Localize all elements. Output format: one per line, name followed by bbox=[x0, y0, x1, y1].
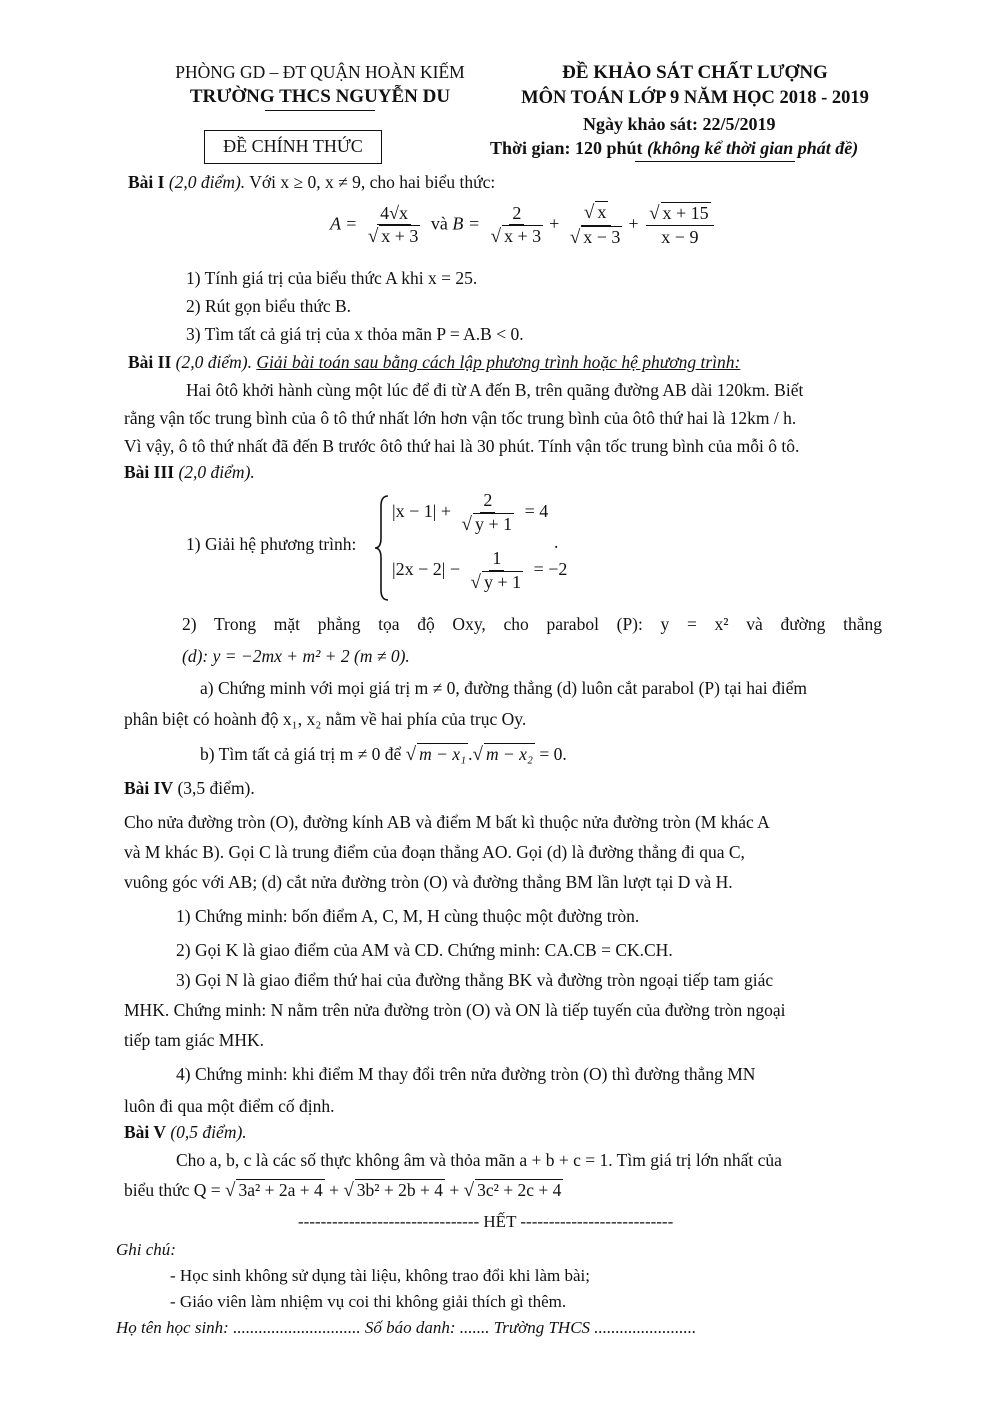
bai4-q3-line1: 3) Gọi N là giao điểm thứ hai của đường thẳng BK và đường tròn ngoại tiếp tam giác bbox=[176, 970, 774, 990]
bai2-line1: Hai ôtô khởi hành cùng một lúc để đi từ A đến B, trên quãng đường AB dài 120km. Biết bbox=[186, 380, 804, 400]
bai4-intro2: và M khác B). Gọi C là trung điểm của đoạn thẳng AO. Gọi (d) là đường thẳng đi qua C, bbox=[124, 842, 745, 862]
bai4-intro3: vuông góc với AB; (d) cắt nửa đường tròn (O) và đường thẳng BM lần lượt tại D và H. bbox=[124, 872, 733, 892]
exam-date: Ngày khảo sát: 22/5/2019 bbox=[583, 114, 776, 134]
department-name: PHÒNG GD – ĐT QUẬN HOÀN KIẾM bbox=[175, 62, 465, 82]
bai4-heading: Bài IV (3,5 điểm). bbox=[124, 778, 255, 798]
bai3-qa-line1: a) Chứng minh với mọi giá trị m ≠ 0, đường thẳng (d) luôn cắt parabol (P) tại hai điểm bbox=[200, 678, 807, 698]
note-1: - Học sinh không sử dụng tài liệu, không trao đổi khi làm bài; bbox=[170, 1266, 590, 1285]
bai5-heading: Bài V (0,5 điểm). bbox=[124, 1122, 247, 1142]
bai4-q3-line2: MHK. Chứng minh: N nằm trên nửa đường tròn (O) và ON là tiếp tuyến của đường tròn ngoại bbox=[124, 1000, 786, 1020]
bai3-q2-line1: 2) Trong mặt phẳng tọa độ Oxy, cho parabol (P): y = x² và đường thẳng bbox=[182, 614, 882, 634]
bai4-q4-line2: luôn đi qua một điểm cố định. bbox=[124, 1096, 335, 1116]
bai4-q2: 2) Gọi K là giao điểm của AM và CD. Chứng minh: CA.CB = CK.CH. bbox=[176, 940, 673, 960]
system-eq1: |x − 1| + $\frac{2}{√ y + 1}$ = 4 bbox=[392, 490, 549, 535]
bai5-expression: biểu thức Q = √ 3a² + 2a + 4 + √ 3b² + 2b + 4 + √ 3c² + 2c + 4 bbox=[124, 1180, 562, 1201]
bai2-heading: Bài II (2,0 điểm). Giải bài toán sau bằng cách lập phương trình hoặc hệ phương trình: bbox=[128, 352, 741, 372]
bai4-q3-line3: tiếp tam giác MHK. bbox=[124, 1030, 264, 1050]
fraction-B3: $\frac{√ x + 15}{x - 9}$ bbox=[646, 203, 714, 249]
bai3-q2-line2: (d): y = −2mx + m² + 2 (m ≠ 0). bbox=[182, 646, 410, 666]
bai3-qa-line2: phân biệt có hoành độ x₁, x₂ nằm về hai phía của trục Oy. bbox=[124, 709, 527, 729]
system-brace bbox=[374, 494, 390, 602]
exam-time: Thời gian: 120 phút (không kể thời gian phát đề) bbox=[490, 138, 859, 158]
fraction-eq2: $\frac{1}{√ y + 1}$ bbox=[470, 548, 522, 593]
bai3-q1-label: 1) Giải hệ phương trình: bbox=[186, 534, 357, 554]
official-badge: ĐỀ CHÍNH THỨC bbox=[204, 130, 382, 164]
bai1-expressions: A = $\frac{4√x}{√ x + 3}$ và B = $\frac{2}{√ x + 3}$ + $\frac{√ x}{√ x - 3}$ + $\frac{√ x + 15}{x - 9}$ bbox=[330, 202, 717, 249]
bai3-heading: Bài III (2,0 điểm). bbox=[124, 462, 255, 482]
fraction-B1: $\frac{2}{√ x + 3}$ bbox=[490, 202, 542, 248]
note-title: Ghi chú: bbox=[116, 1240, 176, 1259]
bai2-line3: Vì vậy, ô tô thứ nhất đã đến B trước ôtô thứ hai là 30 phút. Tính vận tốc trung bình của mỗi ô tô. bbox=[124, 436, 800, 456]
note-2: - Giáo viên làm nhiệm vụ coi thi không giải thích gì thêm. bbox=[170, 1292, 567, 1311]
bai4-intro1: Cho nửa đường tròn (O), đường kính AB và điểm M bất kì thuộc nửa đường tròn (M khác A bbox=[124, 812, 770, 832]
system-eq2: |2x − 2| − $\frac{1}{√ y + 1}$ = −2 bbox=[392, 548, 568, 593]
bai1-q1: 1) Tính giá trị của biểu thức A khi x = 25. bbox=[186, 268, 478, 288]
school-name: TRƯỜNG THCS NGUYỄN DU bbox=[130, 86, 510, 111]
bai2-line2: rằng vận tốc trung bình của ô tô thứ nhất lớn hơn vận tốc trung bình của ôtô thứ hai là 12km / h. bbox=[124, 408, 797, 428]
bai1-q3: 3) Tìm tất cả giá trị của x thỏa mãn P = A.B < 0. bbox=[186, 324, 524, 344]
system-dot: . bbox=[554, 532, 559, 552]
bai1-heading: Bài I (2,0 điểm). Với x ≥ 0, x ≠ 9, cho hai biểu thức: bbox=[128, 172, 496, 192]
bai1-q2: 2) Rút gọn biểu thức B. bbox=[186, 296, 352, 316]
end-marker: -------------------------------- HẾT --------------------------- bbox=[298, 1212, 674, 1231]
fraction-A: $\frac{4√x}{√ x + 3}$ bbox=[367, 202, 419, 248]
bai5-line1: Cho a, b, c là các số thực không âm và thỏa mãn a + b + c = 1. Tìm giá trị lớn nhất của bbox=[176, 1150, 782, 1170]
time-underline bbox=[635, 161, 795, 162]
exam-title: ĐỀ KHẢO SÁT CHẤT LƯỢNG bbox=[562, 62, 828, 83]
fraction-eq1: $\frac{2}{√ y + 1}$ bbox=[461, 490, 513, 535]
school-underline bbox=[265, 110, 375, 111]
bai3-qb: b) Tìm tất cả giá trị m ≠ 0 để √ m − x₁ .√ m − x₂ = 0. bbox=[200, 744, 567, 765]
student-info-line: Họ tên học sinh: .............................. Số báo danh: ....... Trường THCS ........................ bbox=[116, 1318, 697, 1337]
bai4-q4-line1: 4) Chứng minh: khi điểm M thay đổi trên nửa đường tròn (O) thì đường thẳng MN bbox=[176, 1064, 756, 1084]
exam-subject: MÔN TOÁN LỚP 9 NĂM HỌC 2018 - 2019 bbox=[521, 88, 869, 108]
fraction-B2: $\frac{√ x}{√ x - 3}$ bbox=[569, 202, 621, 248]
bai4-q1: 1) Chứng minh: bốn điểm A, C, M, H cùng thuộc một đường tròn. bbox=[176, 906, 640, 926]
